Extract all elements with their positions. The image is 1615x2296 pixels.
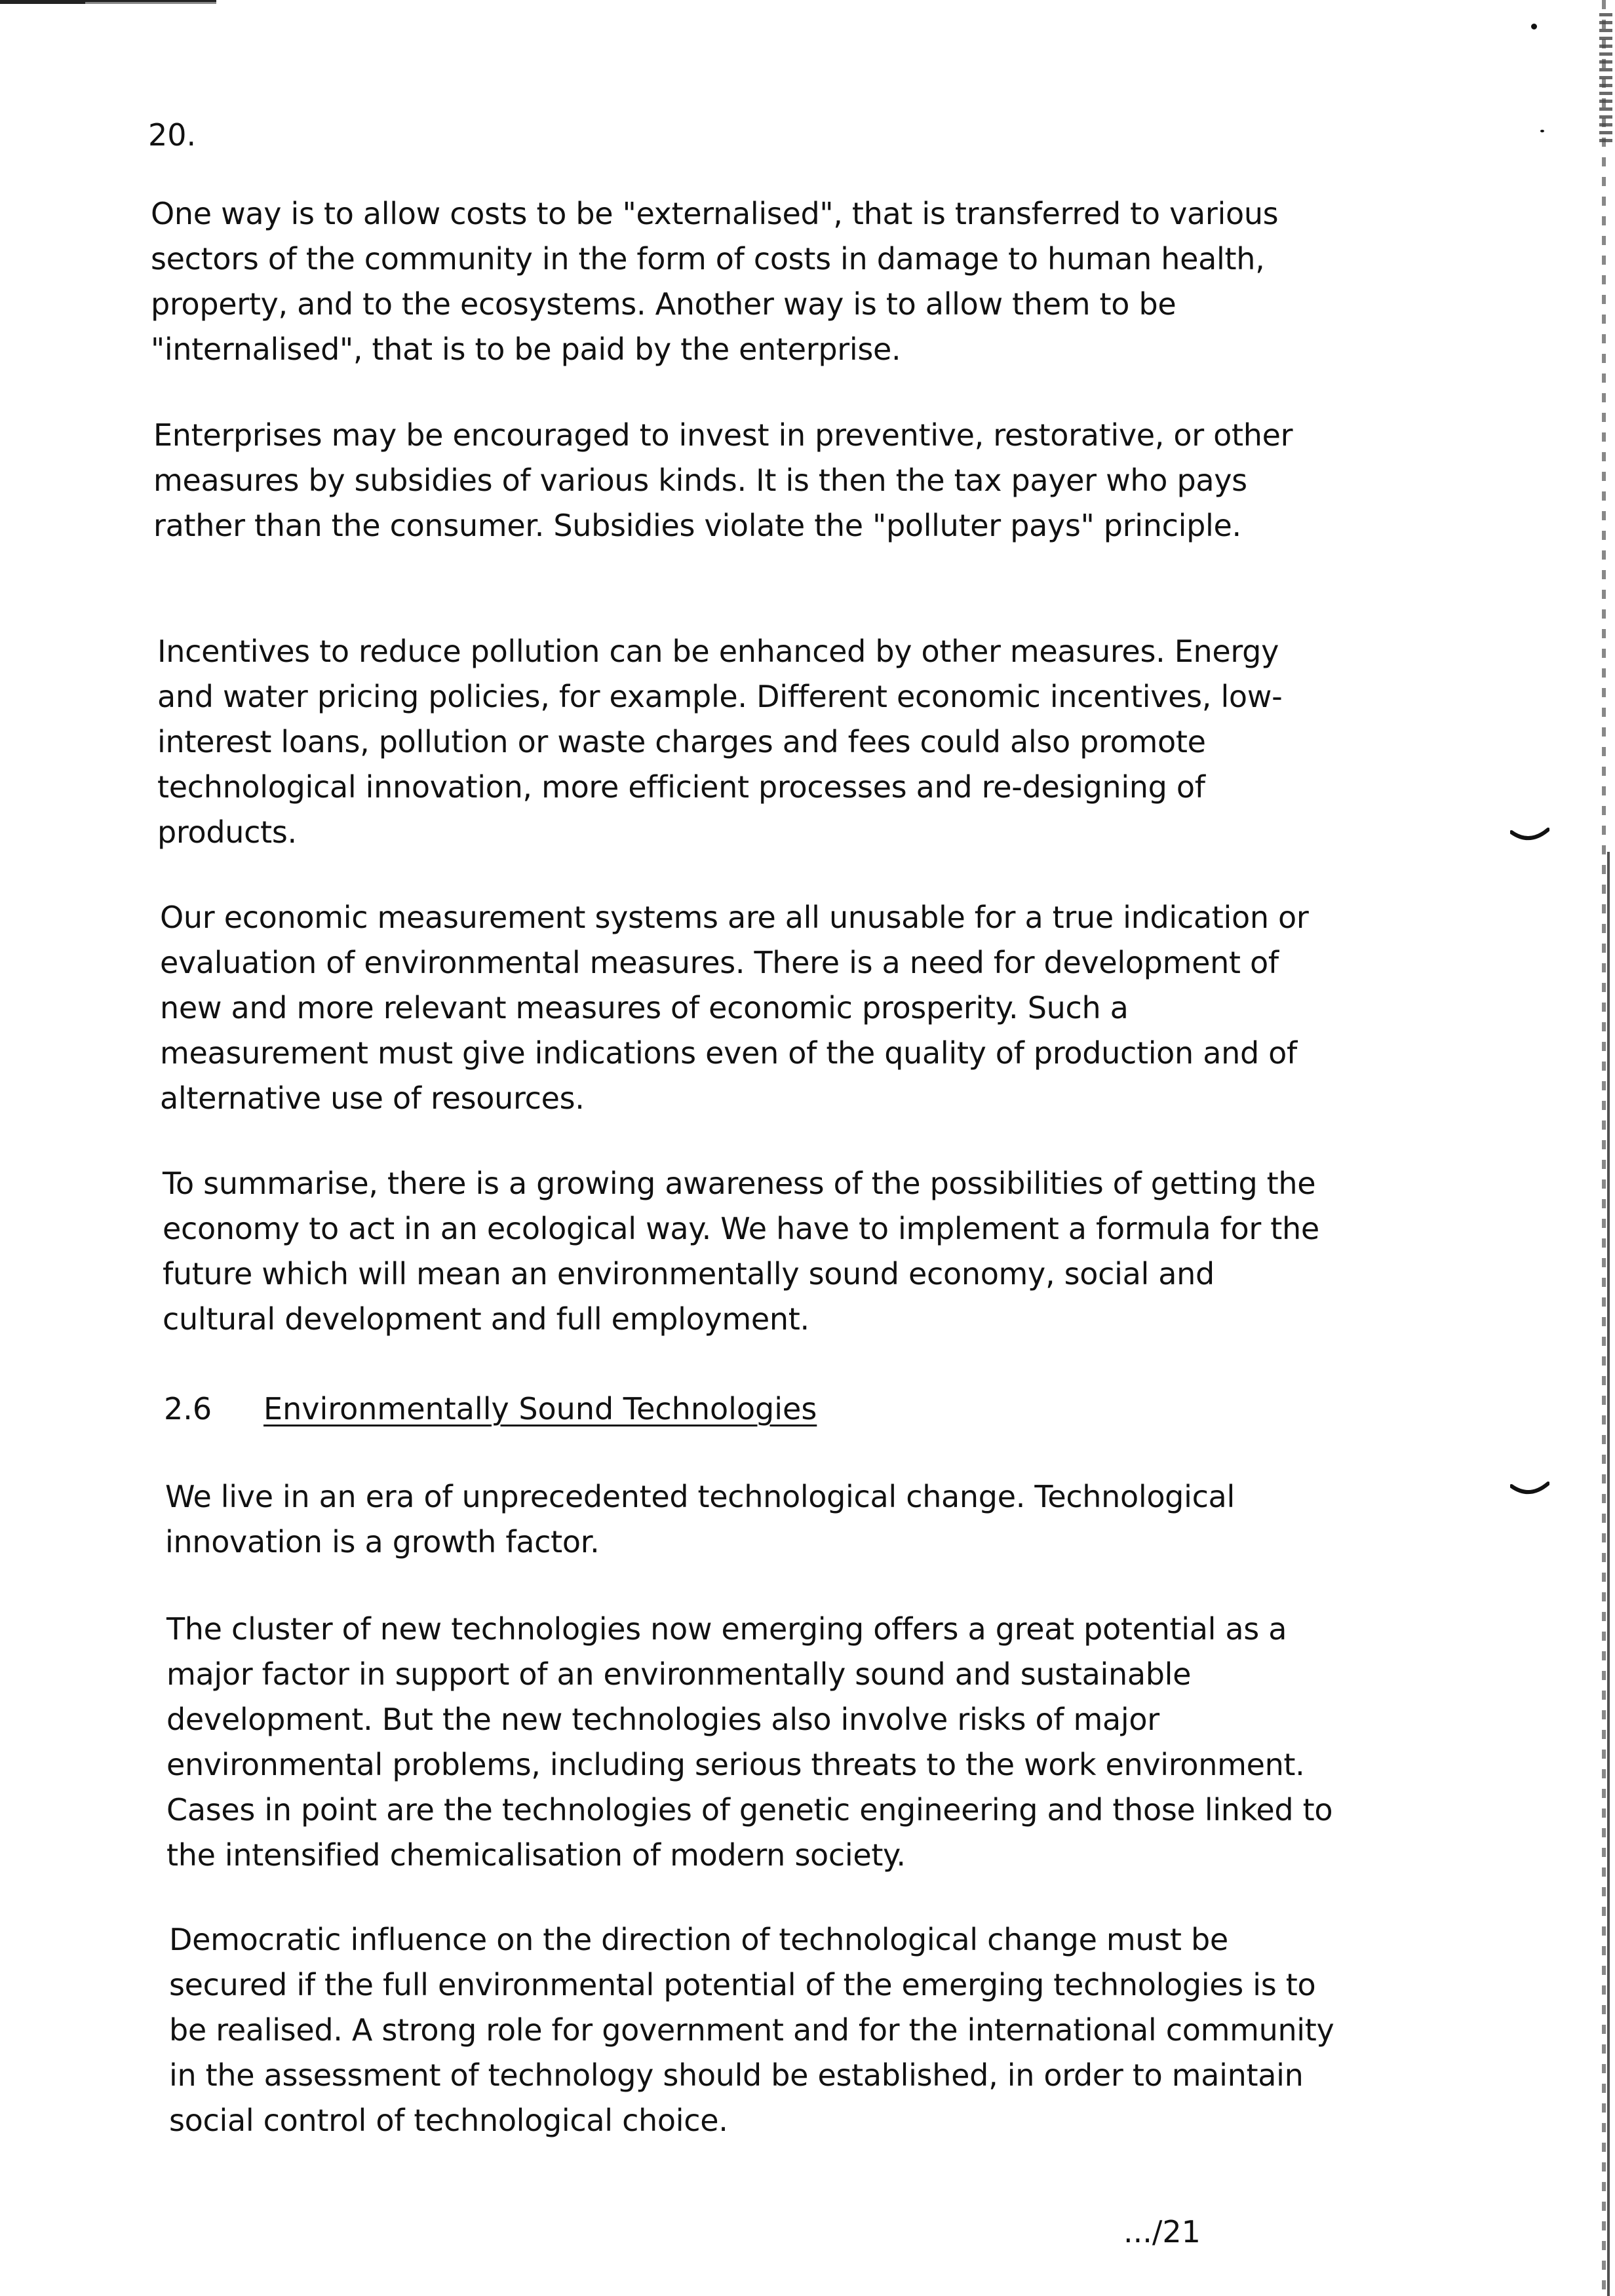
scan-artifact-dot [1540,130,1544,132]
body-paragraph: Incentives to reduce pollution can be enhanced by other measures. Energy and water pricing policies, for example. Different economic incentives, low-interest loans, pollution or waste charges and fees could also promote technological innovation, more efficient processes and re-designing of products. [157,634,1283,850]
scan-artifact-top-line [85,2,216,4]
scan-artifact-dot [1531,24,1537,29]
body-paragraph: One way is to allow costs to be "externalised", that is transferred to various sectors of the community in the form of costs in damage to human health, property, and to the ecosystems. Another way is to allow them to be "internalised", that is to be paid by the enterprise. [151,196,1279,367]
body-paragraph: Democratic influence on the direction of technological change must be secured if the full environmental potential of the emerging technologies is to be realised. A strong role for government and for the international community in the assessment of technology should be established, in order to maintain social control of technological choice. [169,1922,1334,2138]
scan-artifact-right-noise [1599,13,1612,144]
scan-artifact-right-edge [1607,852,1610,2296]
scan-artifact-right-edge [1602,0,1606,2296]
body-paragraph: We live in an era of unprecedented technological change. Technological innovation is a growth factor. [165,1479,1235,1559]
section-title: Environmentally Sound Technologies [263,1391,817,1426]
section-heading [164,1388,817,1430]
scan-artifact-tick-mark [1510,827,1549,847]
section-number: 2.6 [164,1391,212,1426]
scan-artifact-tick-mark [1510,1481,1549,1501]
page-number: 20. [148,117,197,153]
body-paragraph: The cluster of new technologies now emerging offers a great potential as a major factor in support of an environmentally sound and sustainable development. But the new technologies also involve risks of major environmental problems, including serious threats to the work environment. Cases in point are the technologies of genetic engineering and those linked to the intensified chemicalisation of modern society. [166,1611,1333,1873]
continuation-page-ref: .../21 [1123,2214,1201,2249]
body-paragraph: Enterprises may be encouraged to invest in preventive, restorative, or other measures by subsidies of various kinds. It is then the tax payer who pays rather than the consumer. Subsidies violate the "polluter pays" principle. [153,417,1293,543]
body-paragraph: To summarise, there is a growing awareness of the possibilities of getting the economy to act in an ecological way. We have to implement a formula for the future which will mean an environmentally sound economy, social and cultural development and full employment. [163,1166,1319,1337]
body-paragraph: Our economic measurement systems are all unusable for a true indication or evaluation of environmental measures. There is a need for development of new and more relevant measures of economic prosperity. Such a measurement must give indications even of the quality of production and of alternative use of resources. [160,900,1309,1116]
